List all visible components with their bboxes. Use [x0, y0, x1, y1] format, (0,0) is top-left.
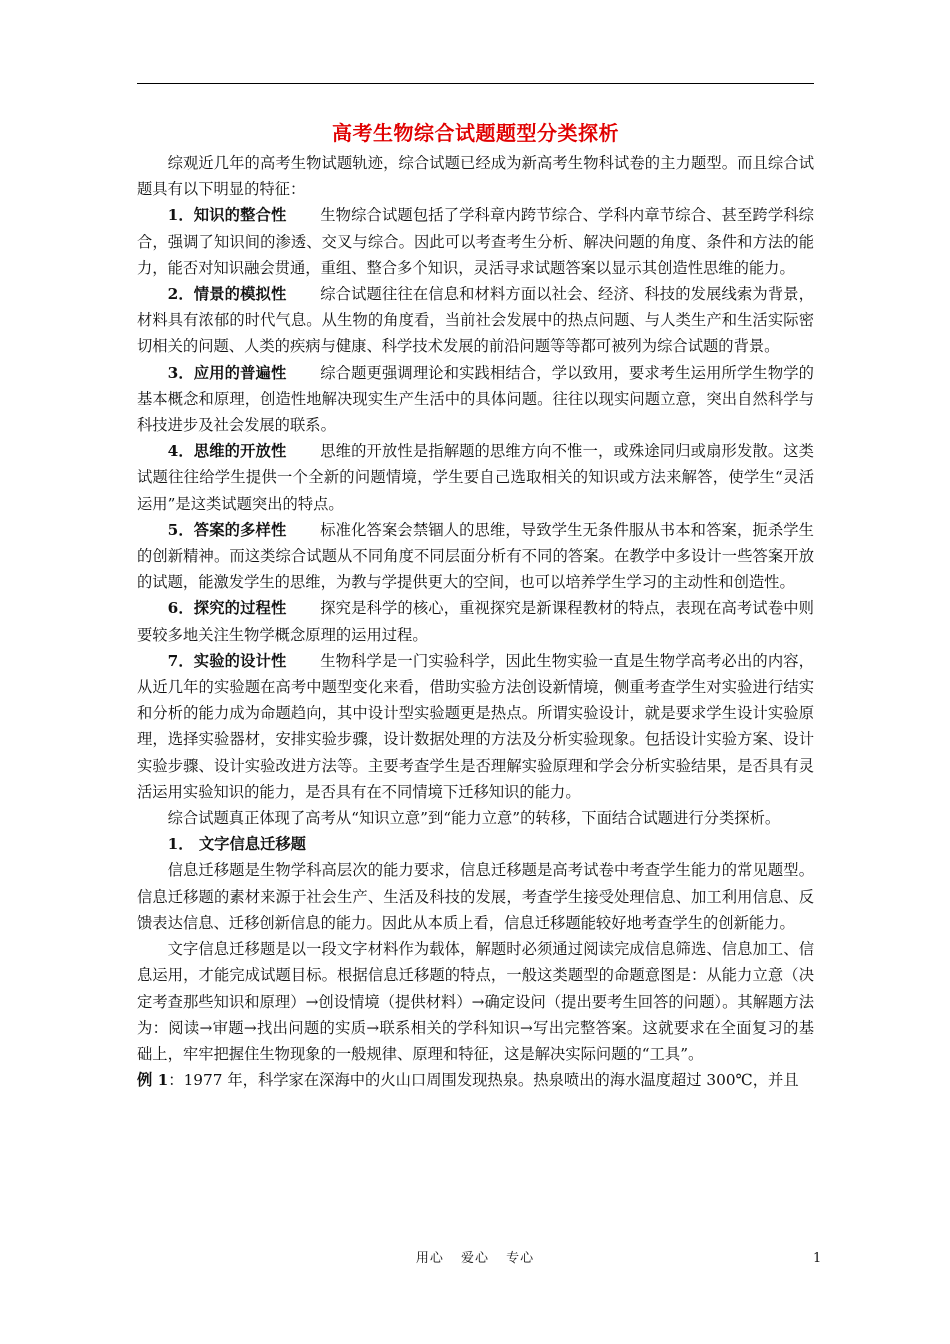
page-footer: [0, 1248, 950, 1270]
feature-2: [137, 281, 814, 360]
page-number: 1: [813, 1251, 822, 1266]
feature-4-text: 思维的开放性是指解题的思维方向不惟一，或殊途同归或扇形发散。这类试题往往给学生提供一个全新的问题情境，学生要自己选取相关的知识或方法来解答，使学生“灵活运用”是这类试题突出的特点。: [137, 442, 814, 513]
footer-slogan: [0, 1248, 950, 1270]
feature-6-text: 探究是科学的核心，重视探究是新课程教材的特点，表现在高考试卷中则要较多地关注生物学概念原理的运用过程。: [137, 599, 814, 644]
feature-3: [137, 360, 814, 439]
document-body: [137, 118, 814, 1093]
example-1-label: 例 1: [137, 1071, 169, 1090]
feature-4: [137, 438, 814, 517]
feature-6-heading: 6．探究的过程性: [167, 599, 287, 618]
header-rule: [137, 83, 814, 84]
feature-1-heading: 1．知识的整合性: [167, 206, 287, 225]
feature-5-text: 标准化答案会禁锢人的思维，导致学生无条件服从书本和答案，扼杀学生的创新精神。而这类综合试题从不同角度不同层面分析有不同的答案。在教学中多设计一些答案开放的试题，能激发学生的思维，为教与学提供更大的空间，也可以培养学生学习的主动性和创造性。: [137, 520, 814, 592]
feature-6: [137, 595, 814, 647]
feature-5: [137, 517, 814, 596]
feature-2-text: 综合试题往往在信息和材料方面以社会、经济、科技的发展线索为背景，材料具有浓郁的时代气息。从生物的角度看，当前社会发展中的热点问题、与人类生产和生活实际密切相关的问题、人类的疾病与健康、科学技术发展的前沿问题等等都可被列为综合试题的背景。: [137, 285, 814, 356]
feature-1: [137, 202, 814, 281]
section-1-paragraph-1: 信息迁移题是生物学科高层次的能力要求，信息迁移题是高考试卷中考查学生能力的常见题型。信息迁移题的素材来源于社会生产、生活及科技的发展，考查学生接受处理信息、加工利用信息、反馈表达信息、迁移创新信息的能力。因此从本质上看，信息迁移题能较好地考查学生的创新能力。: [137, 861, 814, 932]
feature-7: [137, 648, 814, 805]
footer-slogan-2: 爱心: [460, 1251, 489, 1266]
feature-7-text: 生物科学是一门实验科学，因此生物实验一直是生物学高考必出的内容，从近几年的实验题在高考中题型变化来看，借助实验方法创设新情境，侧重考查学生对实验进行结实和分析的能力成为命题趋向，其中设计型实验题更是热点。所谓实验设计，就是要求学生设计实验原理，选择实验器材，安排实验步骤，设计数据处理的方法及分析实验现象。包括设计实验方案、设计实验步骤、设计实验改进方法等。主要考查学生是否理解实验原理和学会分析实验结果，是否具有灵活运用实验知识的能力，是否具有在不同情境下迁移知识的能力。: [137, 651, 814, 801]
example-1-text: ：1977 年，科学家在深海中的火山口周围发现热泉。热泉喷出的海水温度超过 300℃，并且: [168, 1071, 799, 1090]
document-title: 高考生物综合试题题型分类探析: [332, 121, 619, 145]
footer-slogan-1: 用心: [415, 1251, 444, 1266]
section-1-title: 1． 文字信息迁移题: [167, 835, 306, 854]
feature-4-heading: 4．思维的开放性: [167, 442, 287, 461]
intro-paragraph: 综观近几年的高考生物试题轨迹，综合试题已经成为新高考生物科试卷的主力题型。而且综合试题具有以下明显的特征：: [137, 154, 814, 199]
footer-slogan-3: 专心: [506, 1251, 535, 1266]
section-1-paragraph-2: 文字信息迁移题是以一段文字材料作为载体，解题时必须通过阅读完成信息筛选、信息加工、信息运用，才能完成试题目标。根据信息迁移题的特点，一般这类题型的命题意图是：从能力立意（决定考查那些知识和原理）→创设情境（提供材料）→确定设问（提出要考生回答的问题）。其解题方法为：阅读→审题→找出问题的实质→联系相关的学科知识→写出完整答案。这就要求在全面复习的基础上，牢牢把握住生物现象的一般规律、原理和特征，这是解决实际问题的“工具”。: [137, 940, 814, 1063]
feature-7-heading: 7．实验的设计性: [167, 651, 287, 670]
feature-1-text: 生物综合试题包括了学科章内跨节综合、学科内章节综合、甚至跨学科综合，强调了知识间的渗透、交叉与综合。因此可以考查考生分析、解决问题的角度、条件和方法的能力，能否对知识融会贯通，重组、整合多个知识，灵活寻求试题答案以显示其创造性思维的能力。: [137, 206, 814, 277]
feature-3-text: 综合题更强调理论和实践相结合，学以致用，要求考生运用所学生物学的基本概念和原理，创造性地解决现实生产生活中的具体问题。往往以现实问题立意，突出自然科学与科技进步及社会发展的联系。: [137, 363, 814, 435]
feature-3-heading: 3．应用的普遍性: [167, 363, 287, 382]
transition-paragraph: 综合试题真正体现了高考从“知识立意”到“能力立意”的转移，下面结合试题进行分类探析。: [167, 809, 781, 828]
feature-2-heading: 2．情景的模拟性: [167, 285, 287, 304]
example-1: [137, 1067, 814, 1093]
feature-5-heading: 5．答案的多样性: [167, 520, 287, 539]
